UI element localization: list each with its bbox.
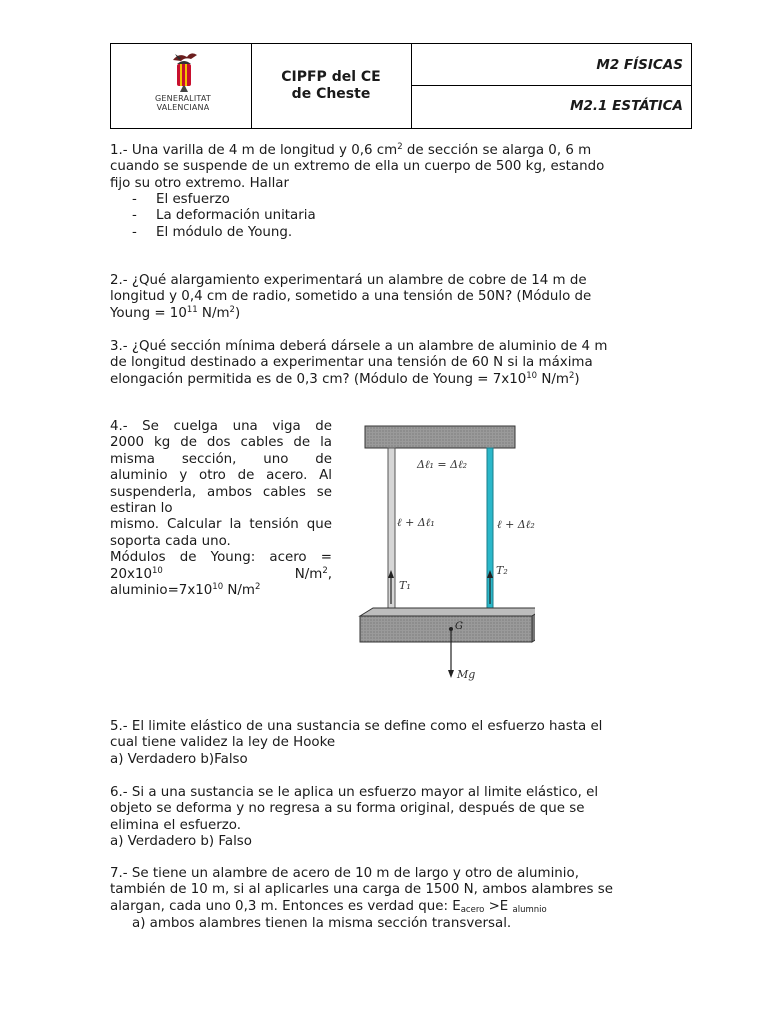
beam-cables-figure bbox=[355, 418, 535, 686]
question-4: 4.- Se cuelga una viga de 2000 kg de dos cables de la misma sección, uno de aluminio y otro de acero. Al suspenderla, ambos cables se estiran lo mismo. Calcular la tensión que soporta cada uno. Módulos de Young: acero = $20x10^{10}$ $N/m^2$, $aluminio=7x10^{10}$ $N/m^2$ bbox=[110, 419, 332, 599]
beam-front bbox=[360, 616, 532, 642]
beam-top bbox=[360, 608, 535, 616]
bat-crest-icon bbox=[143, 50, 223, 94]
question-7-option-a: a) ambos alambres tienen la misma sección transversal. bbox=[132, 916, 512, 931]
logo-text: GENERALITAT VALENCIANA bbox=[154, 94, 212, 112]
unit-title: M2.1 ESTÁTICA bbox=[570, 98, 683, 114]
module-title: M2 FÍSICAS bbox=[596, 57, 683, 73]
header-table bbox=[110, 43, 692, 129]
center-of-mass-label: G bbox=[455, 621, 463, 632]
weight-label: Mg bbox=[457, 668, 476, 681]
question-2: 2.- ¿Qué alargamiento experimentará un alambre de cobre de 14 m de longitud y 0,4 cm de radio, sometido a una tensión de 50N? (Módulo de Young = $10^{11}$ $N/m^2$) bbox=[110, 273, 592, 321]
question-5: 5.- El limite elástico de una sustancia se define como el esfuerzo hasta el cual tiene validez la ley de Hooke a) Verdadero b)Falso bbox=[110, 719, 603, 767]
generalitat-logo bbox=[143, 50, 223, 122]
school-location: de Cheste bbox=[291, 86, 371, 102]
right-length-label: ℓ + Δℓ₂ bbox=[497, 518, 535, 531]
t2-label: T₂ bbox=[496, 564, 508, 577]
module-cell bbox=[411, 44, 691, 128]
logo-cell bbox=[111, 44, 252, 128]
school-cell bbox=[251, 44, 412, 128]
question-1: 1.- Una varilla de 4 m de longitud y 0,6 $cm^2$ de sección se alarga 0, 6 m cuando se suspende de un extremo de ella un cuerpo de 500 kg, estando fijo su otro extremo. Hallar bbox=[110, 142, 605, 191]
question-6: 6.- Si a una sustancia se le aplica un esfuerzo mayor al limite elástico, el objeto se deforma y no regresa a su forma original, después de que se elimina el esfuerzo. a) Verdadero b) Falso bbox=[110, 785, 599, 850]
question-7: 7.- Se tiene un alambre de acero de 10 m de largo y otro de aluminio, también de 10 m, si al aplicarles una carga de 1500 N, ambos alambres se alargan, cada uno 0,3 m. Entonces es verdad que: $E_{acero} >E$ $_{alumnio}$ bbox=[110, 866, 613, 915]
list-item: - El módulo de Young. bbox=[132, 225, 293, 240]
ceiling-bar bbox=[365, 426, 515, 448]
question-3: 3.- ¿Qué sección mínima deberá dársele a un alambre de aluminio de 4 m de longitud destinado a experimentar una tensión de 60 N si la máxima elongación permitida es de 0,3 cm? (Módulo de Young = $7x10^{10}$ $N/m^2$) bbox=[110, 339, 608, 387]
school-name: CIPFP del CE bbox=[281, 69, 381, 85]
elongation-equality-label: Δℓ₁ = Δℓ₂ bbox=[417, 458, 468, 471]
left-length-label: ℓ + Δℓ₁ bbox=[397, 516, 435, 529]
list-item: - La deformación unitaria bbox=[132, 208, 316, 223]
weight-arrow-icon bbox=[448, 670, 454, 678]
t1-label: T₁ bbox=[399, 579, 411, 592]
list-item: - El esfuerzo bbox=[132, 192, 230, 207]
